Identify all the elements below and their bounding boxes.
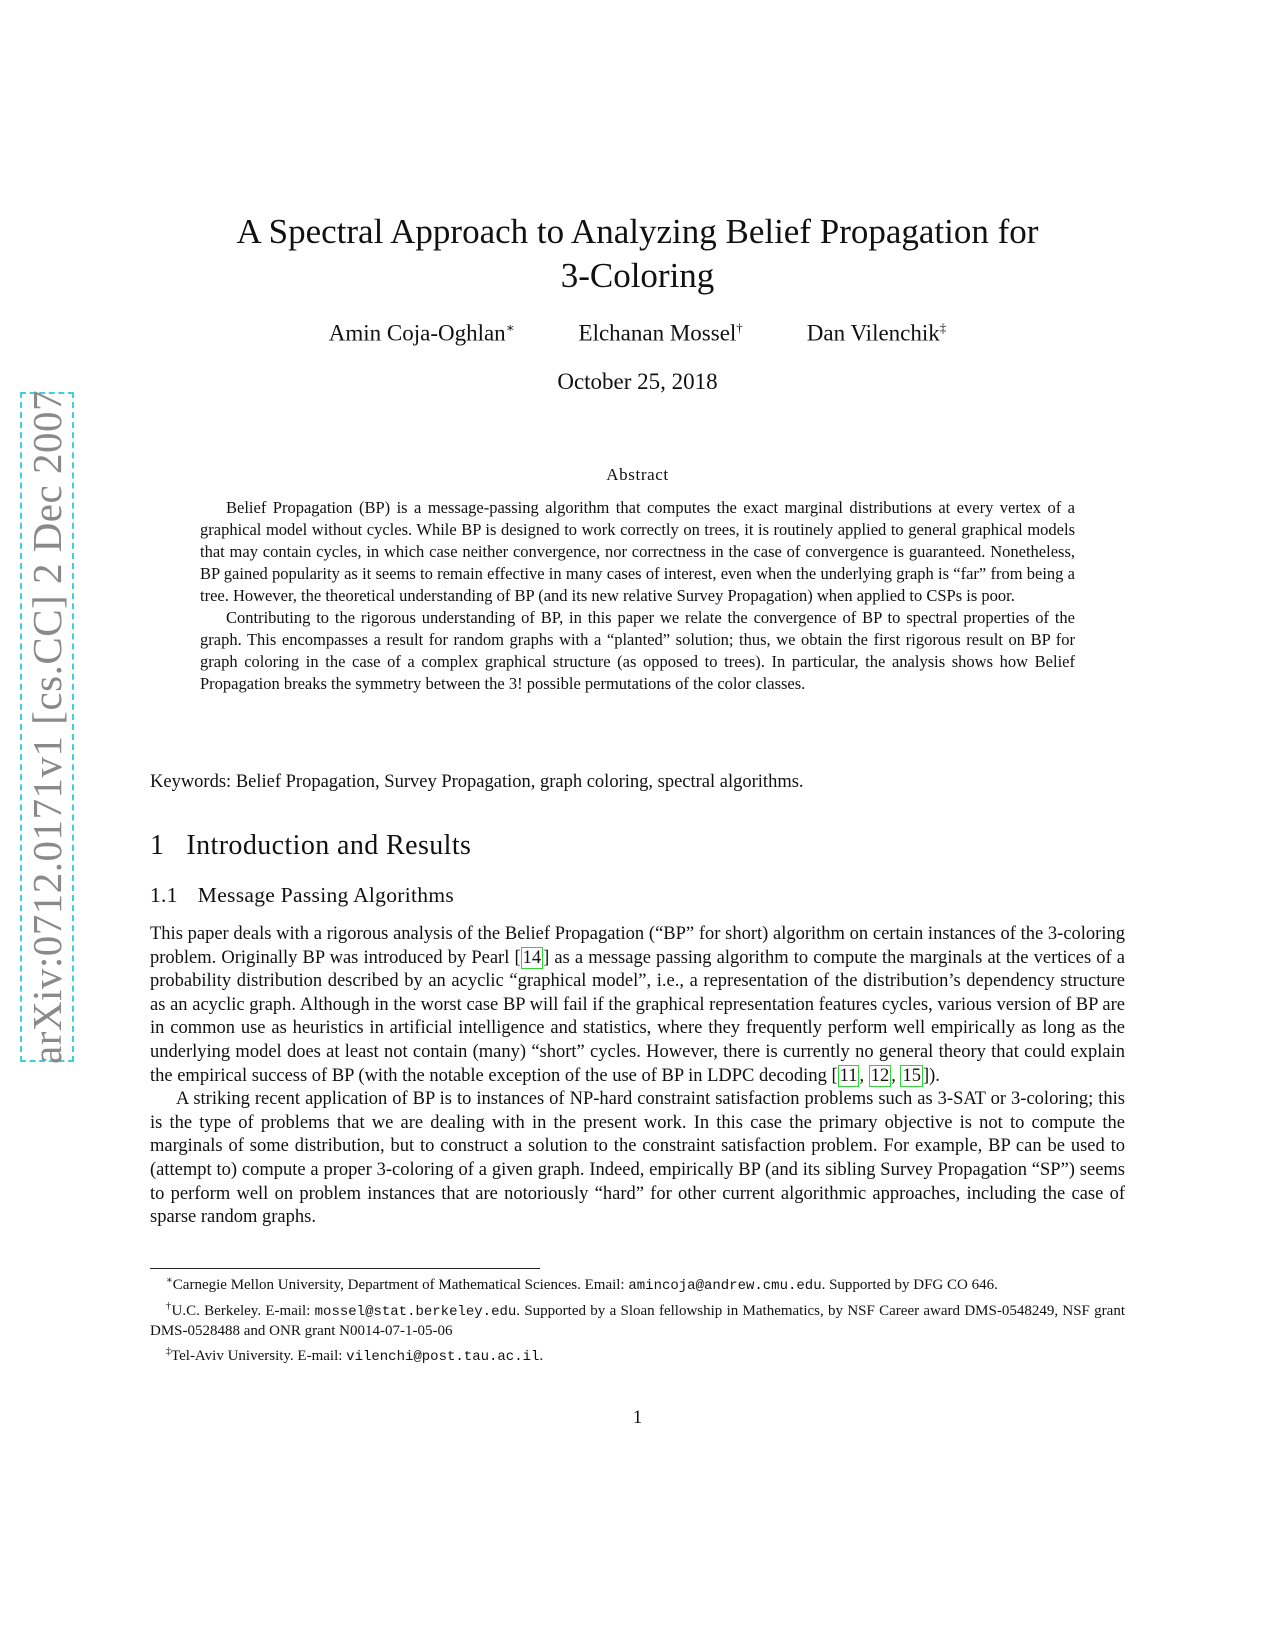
abstract-paragraph: Contributing to the rigorous understanding of BP, in this paper we relate the convergence of BP to spectral properties of the graph. This encompasses a result for random graphs with a “planted” solution; thus, we obtain the first rigorous result on BP for graph coloring in the case of a complex graphical structure (as opposed to trees). In particular, the analysis shows how Belief Propagation breaks the symmetry between the 3! possible permutations of the color classes. [200, 608, 1075, 693]
author: Elchanan Mossel† [578, 320, 743, 346]
page-number: 1 [632, 1408, 643, 1428]
footnote-mark: ‡ [939, 320, 947, 335]
subsection-title: Message Passing Algorithms [197, 883, 455, 907]
citation-link[interactable]: 11 [839, 1065, 858, 1086]
arxiv-stamp [20, 392, 74, 1062]
citation-link[interactable]: 14 [522, 947, 542, 968]
author: Amin Coja-Oghlan∗ [328, 320, 515, 346]
footnote-rule [150, 1268, 540, 1269]
section-title: Introduction and Results [186, 830, 472, 861]
citation-link[interactable]: 12 [870, 1065, 890, 1086]
body-text [150, 923, 1125, 1230]
paper-date: October 25, 2018 [557, 369, 718, 394]
email-link[interactable]: mossel@stat.berkeley.edu [314, 1303, 517, 1320]
footnotes [150, 1271, 1125, 1367]
abstract-paragraph: Belief Propagation (BP) is a message-passing algorithm that computes the exact marginal distributions at every vertex of a graphical model without cycles. While BP is designed to work correctly on trees, it is routinely applied to general graphical models that may contain cycles, in which case neither convergence, nor correctness in the case of convergence is guaranteed. Nonetheless, BP gained popularity as it seems to remain effective in many cases of interest, even when the underlying graph is “far” from being a tree. However, the theoretical understanding of BP (and its new relative Survey Propagation) when applied to CSPs is poor. [200, 498, 1075, 605]
email-link[interactable]: amincoja@andrew.cmu.edu [628, 1278, 822, 1294]
subsection-heading [150, 883, 454, 908]
body-paragraph: This paper deals with a rigorous analysis of the Belief Propagation (“BP” for short) algorithm on certain instances of the 3-coloring problem. Originally BP was introduced by Pearl [ 14 ] as a message passing algorithm to compute the marginals at the vertices of a probability distribution described by an acyclic “graphical model”, i.e., a representation of the distribution’s dependency structure as an acyclic graph. Although in the worst case BP will fail if the graphical representation features cycles, various version of BP are in common use as heuristics in artificial intelligence and statistics, where they frequently perform well empirically as long as the underlying model does at least not contain (many) “short” cycles. However, there is currently no general theory that could explain the empirical success of BP (with the notable exception of the use of BP in LDPC decoding [ 11 , 12 , 15 ]). [150, 924, 1126, 1086]
keywords-label: Keywords: [150, 772, 232, 792]
section-heading [150, 830, 471, 862]
footnote: ‡Tel-Aviv University. E-mail: vilenchi@post.tau.ac.il. [166, 1345, 544, 1365]
abstract-body [200, 497, 1075, 695]
title-line-1: A Spectral Approach to Analyzing Belief Propagation for [236, 212, 1039, 251]
arxiv-id: arXiv:0712.0171v1 [cs.CC] 2 Dec 2007 [24, 390, 70, 1064]
author-list [150, 320, 1125, 347]
subsection-number: 1.1 [150, 883, 178, 907]
footnote-mark: ∗ [505, 320, 515, 335]
keywords [150, 772, 1125, 793]
email-link[interactable]: vilenchi@post.tau.ac.il [346, 1348, 540, 1365]
title-line-2: 3-Coloring [560, 256, 715, 295]
abstract-heading: Abstract [606, 465, 669, 484]
footnote: ∗Carnegie Mellon University, Department of Mathematical Sciences. Email: amincoja@andrew.cmu.edu. Supported by DFG CO 646. [166, 1275, 998, 1294]
citation-link[interactable]: 15 [902, 1065, 921, 1086]
author: Dan Vilenchik‡ [806, 320, 947, 346]
footnote: †U.C. Berkeley. E-mail: mossel@stat.berkeley.edu. Supported by a Sloan fellowship in Mathematics, by NSF Career award DMS-0548249, NSF grant DMS-0528488 and ONR grant N0014-07-1-05-06 [150, 1300, 1125, 1339]
footnote-mark: † [736, 320, 743, 335]
section-number: 1 [150, 830, 165, 861]
paper-title [150, 210, 1125, 298]
keywords-text: Belief Propagation, Survey Propagation, graph coloring, spectral algorithms. [235, 772, 804, 792]
body-paragraph: A striking recent application of BP is to instances of NP-hard constraint satisfaction problems such as 3-SAT or 3-coloring; this is the type of problems that we are dealing with in the present work. In this case the primary objective is not to compute the marginals of some distribution, but to construct a solution to the constraint satisfaction problem. For example, BP can be used to (attempt to) compute a proper 3-coloring of a given graph. Indeed, empirically BP (and its sibling Survey Propagation “SP”) seems to perform well on problem instances that are notoriously “hard” for other current algorithmic approaches, including the case of sparse random graphs. [150, 1089, 1125, 1228]
